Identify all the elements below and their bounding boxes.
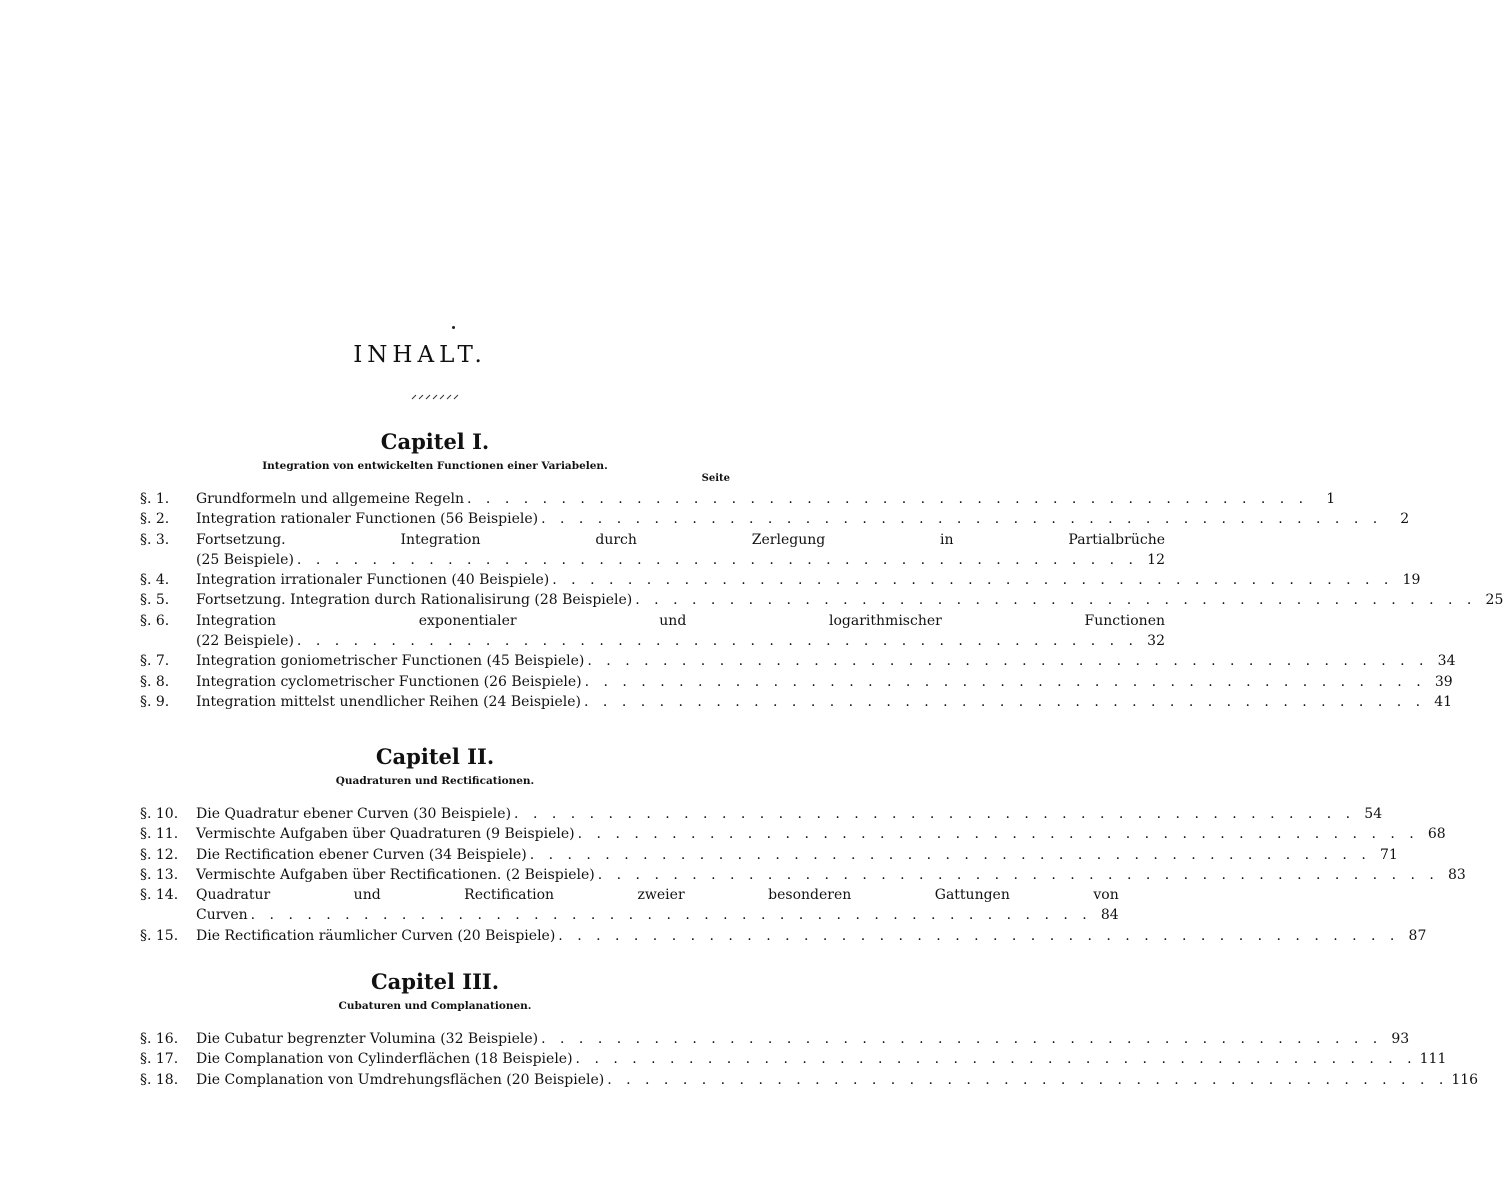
toc-entries [140,489,1503,712]
chapter-title: Capitel III. [370,969,500,994]
page-number: 41 [1434,693,1453,710]
dot-leader: . . . . . . . . . . . . . . . . . . . . . . . . . . . . . . . . . . . . . . . . . . . . . [607,1071,1449,1088]
page-number: 25 [1485,592,1503,609]
dot-leader: . . . . . . . . . . . . . . . . . . . . . . . . . . . . . . . . . . . . . . . . . . . . . [584,693,1426,710]
entry-title: Vermischte Aufgaben über Rectificationen. (2 Beispiele) [196,866,595,883]
dot-leader: . . . . . . . . . . . . . . . . . . . . . . . . . . . . . . . . . . . . . . . . . . . . . [514,806,1356,822]
section-number: §. 18. [140,1071,179,1088]
entry-title: Die Rectification räumlicher Curven (20 Beispiele) [196,927,556,944]
entry-title: Integration cyclometrischer Functionen (26 Beispiele) [196,673,582,690]
dot-leader: . . . . . . . . . . . . . . . . . . . . . . . . . . . . . . . . . . . . . . . . . . . . . [575,1051,1417,1068]
entry-title: Die Rectification ebener Curven (34 Beispiele) [196,846,527,863]
page-title: INHALT. [353,342,487,368]
toc-entry [140,926,1427,946]
page-number: 68 [1427,826,1446,843]
toc-entry [140,489,1336,509]
section-number: §. 7. [140,653,170,670]
dot-leader: . . . . . . . . . . . . . . . . . . . . . . . . . . . . . . . . . . . . . . . . . . . . . [558,927,1400,944]
section-number: §. 4. [140,572,170,589]
entry-title: Integration rationaler Functionen (56 Beispiele) [196,511,539,528]
dot-leader: . . . . . . . . . . . . . . . . . . . . . . . . . . . . . . . . . . . . . . . . . . . . . [296,551,1138,568]
toc-entry [140,1049,1447,1069]
section-number: §. 11. [140,826,179,843]
page-number: 71 [1379,846,1398,863]
toc-entry [140,590,1503,610]
entry-title: Integration mittelst unendlicher Reihen (24 Beispiele) [196,693,582,710]
dot-leader: . . . . . . . . . . . . . . . . . . . . . . . . . . . . . . . . . . . . . . . . . . . . . [541,1031,1383,1047]
page-number: 83 [1448,866,1466,883]
page-number: 34 [1437,653,1456,670]
page-number: 87 [1408,927,1427,944]
chapter-subtitle: Cubaturen und Complanationen. [338,1000,532,1012]
toc-entries [140,1029,1479,1090]
section-number: §. 3. [140,531,170,548]
dot-leader: . . . . . . . . . . . . . . . . . . . . . . . . . . . . . . . . . . . . . . . . . . . . . [552,572,1394,589]
section-number: §. 6. [140,612,170,629]
toc-entry [140,651,1456,671]
dot-leader: . . . . . . . . . . . . . . . . . . . . . . . . . . . . . . . . . . . . . . . . . . . . . [587,653,1429,670]
page-number: 84 [1100,907,1119,924]
dot-leader: . . . . . . . . . . . . . . . . . . . . . . . . . . . . . . . . . . . . . . . . . . . . . [635,592,1477,609]
chapter-3 [140,969,1479,1090]
page-number: 12 [1147,551,1165,568]
entry-title: Fortsetzung. Integration durch Rationalisirung (28 Beispiele) [196,592,633,609]
entry-title: Integration goniometrischer Functionen (45 Beispiele) [196,653,585,670]
toc-entries [140,804,1466,946]
page-number: 54 [1364,806,1383,822]
section-number: §. 14. [140,887,179,904]
entry-title: (22 Beispiele) [196,633,294,650]
page-number: 111 [1419,1051,1447,1068]
chapter-title: Capitel II. [375,744,495,769]
section-number: §. 10. [140,806,179,822]
entry-title-line: Quadratur und Rectification zweier besonderen Gattungen von [196,887,1119,904]
toc-entry [140,611,1165,652]
section-number: §. 17. [140,1051,179,1068]
toc-entry [140,692,1453,712]
entry-title: Curven [196,907,248,924]
page-number: 2 [1400,511,1410,528]
toc-entry [140,885,1119,926]
chapter-2 [140,744,1466,946]
toc-entry [140,1029,1410,1049]
toc-entry [140,509,1410,529]
chapter-title: Capitel I. [380,429,490,454]
page-number: 39 [1434,673,1453,690]
dot-leader: . . . . . . . . . . . . . . . . . . . . . . . . . . . . . . . . . . . . . . . . . . . . . [250,907,1092,924]
page-column-label: Seite [701,473,730,484]
entry-title-line: Fortsetzung. Integration durch Zerlegung in Partialbrüche [196,531,1165,548]
ink-dot [452,326,455,329]
entry-title: Die Cubatur begrenzter Volumina (32 Beispiele) [196,1031,539,1047]
toc-entry [140,570,1421,590]
entry-title: Die Quadratur ebener Curven (30 Beispiele) [196,806,512,822]
page-number: 19 [1402,572,1421,589]
page-number: 1 [1326,491,1336,507]
entry-title: Grundformeln und allgemeine Regeln [196,491,465,507]
toc-entry [140,824,1446,844]
section-number: §. 16. [140,1031,179,1047]
section-number: §. 2. [140,511,170,528]
dot-leader: . . . . . . . . . . . . . . . . . . . . . . . . . . . . . . . . . . . . . . . . . . . . . [541,511,1383,528]
section-number: §. 1. [140,491,170,507]
chapter-subtitle: Integration von entwickelten Functionen einer Variabelen. [262,460,608,472]
entry-title: Vermischte Aufgaben über Quadraturen (9 Beispiele) [196,826,575,843]
section-number: §. 15. [140,927,179,944]
toc-entry [140,804,1383,824]
entry-title: Die Complanation von Cylinderflächen (18 Beispiele) [196,1051,573,1068]
dot-leader: . . . . . . . . . . . . . . . . . . . . . . . . . . . . . . . . . . . . . . . . . . . . . [584,673,1426,690]
section-number: §. 5. [140,592,170,609]
section-number: §. 13. [140,866,179,883]
dot-leader: . . . . . . . . . . . . . . . . . . . . . . . . . . . . . . . . . . . . . . . . . . . . . [529,846,1371,863]
chapter-subtitle: Quadraturen und Rectificationen. [335,775,535,787]
ornament-icon [410,392,462,402]
page-number: 93 [1391,1031,1410,1047]
entry-title: Integration irrationaler Functionen (40 Beispiele) [196,572,550,589]
entry-title-line: Integration exponentialer und logarithmischer Functionen [196,612,1165,629]
toc-entry [140,845,1398,865]
section-number: §. 9. [140,693,170,710]
entry-title: (25 Beispiele) [196,551,294,568]
chapter-1 [140,429,1503,712]
entry-title: Die Complanation von Umdrehungsflächen (20 Beispiele) [196,1071,605,1088]
dot-leader: . . . . . . . . . . . . . . . . . . . . . . . . . . . . . . . . . . . . . . . . . . . . . [467,491,1309,507]
toc-entry [140,1070,1479,1090]
toc-entry [140,530,1165,571]
section-number: §. 12. [140,846,179,863]
page-number: 32 [1147,633,1165,650]
dot-leader: . . . . . . . . . . . . . . . . . . . . . . . . . . . . . . . . . . . . . . . . . . . . . [577,826,1419,843]
toc-entry [140,865,1466,885]
dot-leader: . . . . . . . . . . . . . . . . . . . . . . . . . . . . . . . . . . . . . . . . . . . . . [296,633,1138,650]
page-number: 116 [1451,1071,1479,1088]
section-number: §. 8. [140,673,170,690]
toc-entry [140,672,1453,692]
dot-leader: . . . . . . . . . . . . . . . . . . . . . . . . . . . . . . . . . . . . . . . . . . . . . [597,866,1439,883]
